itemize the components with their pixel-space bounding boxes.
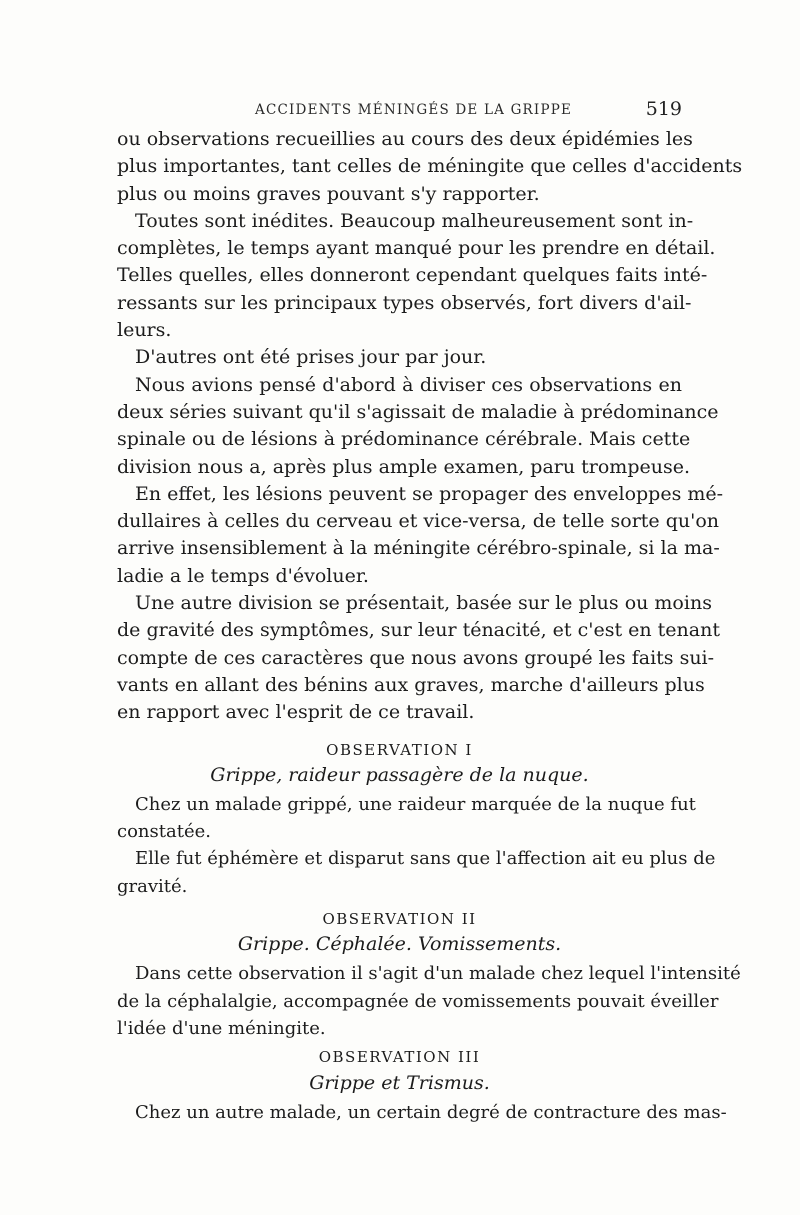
text-line: Nous avions pensé d'abord à diviser ces observations en [135, 373, 682, 396]
body-text [117, 126, 743, 1126]
observation-heading: OBSERVATION III [318, 1048, 481, 1067]
text-line: compte de ces caractères que nous avons groupé les faits sui- [117, 646, 715, 669]
observation-subheading: Grippe et Trismus. [309, 1071, 490, 1094]
page-number: 519 [645, 98, 682, 120]
text-line: deux séries suivant qu'il s'agissait de maladie à prédominance [117, 400, 719, 423]
text-line: spinale ou de lésions à prédominance cérébrale. Mais cette [117, 428, 691, 451]
text-line: ladie a le temps d'évoluer. [117, 564, 369, 587]
text-line: leurs. [117, 319, 172, 342]
observation-heading: OBSERVATION I [326, 740, 473, 759]
text-line: Chez un autre malade, un certain degré de contracture des mas- [135, 1101, 727, 1123]
text-line: Dans cette observation il s'agit d'un malade chez lequel l'intensité [135, 963, 741, 985]
text-line: en rapport avec l'esprit de ce travail. [117, 701, 475, 724]
text-line: plus ou moins graves pouvant s'y rapporter. [117, 182, 540, 205]
text-line: de gravité des symptômes, sur leur ténacité, et c'est en tenant [117, 619, 720, 642]
text-line: Toutes sont inédites. Beaucoup malheureusement sont in- [135, 209, 694, 232]
observation-subheading: Grippe, raideur passagère de la nuque. [210, 763, 589, 786]
observation-heading: OBSERVATION II [322, 910, 477, 929]
text-line: ou observations recueillies au cours des deux épidémies les [117, 128, 693, 150]
observation-subheading: Grippe. Céphalée. Vomissements. [237, 933, 562, 956]
text-line: Une autre division se présentait, basée sur le plus ou moins [135, 592, 712, 615]
running-title: ACCIDENTS MÉNINGÉS DE LA GRIPPE [255, 102, 573, 118]
text-line: arrive insensiblement à la méningite cérébro-spinale, si la ma- [117, 537, 720, 560]
text-line: l'idée d'une méningite. [117, 1017, 326, 1039]
text-line: division nous a, après plus ample examen, paru trompeuse. [117, 455, 691, 478]
text-line: D'autres ont été prises jour par jour. [135, 346, 487, 369]
text-line: gravité. [117, 875, 188, 897]
running-head [117, 96, 682, 122]
text-line: vants en allant des bénins aux graves, marche d'ailleurs plus [117, 673, 705, 696]
text-line: Elle fut éphémère et disparut sans que l'affection ait eu plus de [135, 848, 716, 870]
text-line: plus importantes, tant celles de méningite que celles d'accidents [117, 155, 743, 178]
text-line: constatée. [117, 821, 211, 843]
text-line: En effet, les lésions peuvent se propager des enveloppes mé- [135, 482, 724, 505]
text-line: Telles quelles, elles donneront cependant quelques faits inté- [117, 264, 708, 287]
text-line: Chez un malade grippé, une raideur marquée de la nuque fut [135, 793, 696, 815]
text-line: dullaires à celles du cerveau et vice-versa, de telle sorte qu'on [117, 510, 720, 533]
text-line: de la céphalalgie, accompagnée de vomissements pouvait éveiller [117, 990, 719, 1012]
text-line: complètes, le temps ayant manqué pour les prendre en détail. [117, 237, 716, 260]
text-line: ressants sur les principaux types observés, fort divers d'ail- [117, 291, 692, 314]
